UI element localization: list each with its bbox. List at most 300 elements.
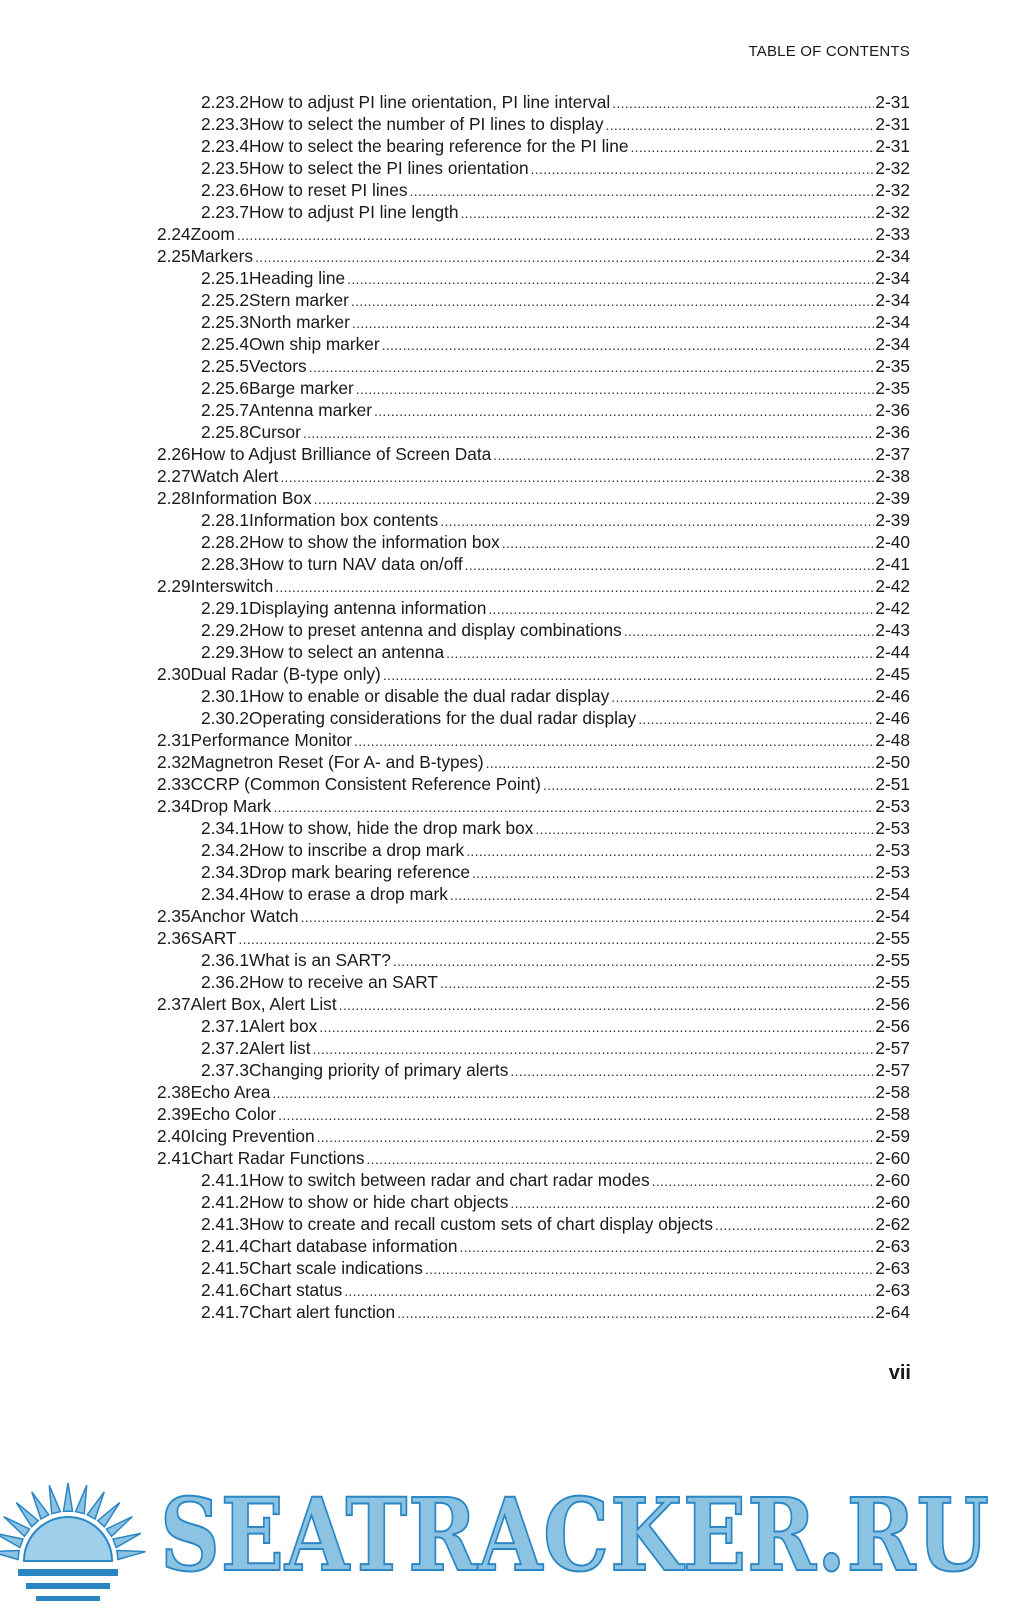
toc-entry-number: 2.30 — [157, 664, 191, 684]
toc-subsection-row[interactable] — [157, 509, 910, 531]
toc-section-row[interactable] — [157, 1081, 910, 1103]
sun-disc — [24, 1517, 112, 1561]
toc-entry-page: 2-34 — [875, 290, 910, 310]
toc-subsection-row[interactable] — [157, 1235, 910, 1257]
toc-entry-number: 2.41.1 — [201, 1170, 250, 1190]
toc-subsection-row[interactable] — [157, 707, 910, 729]
toc-section-row[interactable] — [157, 245, 910, 267]
toc-entry-number: 2.32 — [157, 752, 191, 772]
toc-dot-leader — [630, 136, 874, 158]
toc-entry-title: Magnetron Reset (For A- and B-types) — [190, 752, 484, 772]
toc-entry-number: 2.23.4 — [201, 136, 250, 156]
toc-entry-title: How to show the information box — [249, 532, 500, 552]
toc-entry-title: Own ship marker — [249, 334, 380, 354]
toc-section-row[interactable] — [157, 905, 910, 927]
toc-entry-page: 2-40 — [875, 532, 910, 552]
toc-subsection-row[interactable] — [157, 861, 910, 883]
toc-subsection-row[interactable] — [157, 113, 910, 135]
toc-entry-page: 2-55 — [875, 928, 910, 948]
toc-entry-number: 2.25.8 — [201, 422, 250, 442]
toc-entry-title: Heading line — [249, 268, 346, 288]
toc-dot-leader — [460, 1236, 875, 1258]
toc-entry-page: 2-56 — [875, 994, 910, 1014]
toc-entry-page: 2-53 — [875, 840, 910, 860]
toc-entry-page: 2-36 — [875, 422, 910, 442]
toc-entry-title: Information box contents — [249, 510, 439, 530]
sun-stripe-3 — [36, 1596, 100, 1601]
toc-subsection-row[interactable] — [157, 1169, 910, 1191]
toc-subsection-row[interactable] — [157, 949, 910, 971]
toc-entry-title: Performance Monitor — [190, 730, 352, 750]
toc-section-row[interactable] — [157, 1103, 910, 1125]
toc-subsection-row[interactable] — [157, 971, 910, 993]
toc-entry-number: 2.29.3 — [201, 642, 250, 662]
toc-entry-page: 2-31 — [875, 114, 910, 134]
toc-entry-title: How to Adjust Brilliance of Screen Data — [190, 444, 492, 464]
toc-entry-title: How to turn NAV data on/off — [249, 554, 463, 574]
toc-dot-leader — [440, 510, 874, 532]
toc-entry-number: 2.41.2 — [201, 1192, 250, 1212]
toc-subsection-row[interactable] — [157, 421, 910, 443]
running-header: TABLE OF CONTENTS — [748, 43, 910, 60]
sun-ray — [117, 1551, 145, 1560]
toc-dot-leader — [393, 950, 875, 972]
toc-section-row[interactable] — [157, 1147, 910, 1169]
toc-entry-title: Cursor — [249, 422, 301, 442]
sun-stripe-2 — [26, 1583, 110, 1589]
toc-subsection-row[interactable] — [157, 157, 910, 179]
toc-entry-number: 2.23.6 — [201, 180, 250, 200]
toc-section-row[interactable] — [157, 223, 910, 245]
toc-entry-title: How to show or hide chart objects — [249, 1192, 509, 1212]
table-of-contents — [157, 91, 910, 1323]
toc-section-row[interactable] — [157, 1125, 910, 1147]
toc-entry-number: 2.28.2 — [201, 532, 250, 552]
toc-entry-number: 2.23.2 — [201, 92, 250, 112]
toc-entry-number: 2.37 — [157, 994, 191, 1014]
toc-entry-number: 2.39 — [157, 1104, 191, 1124]
toc-entry-number: 2.36.1 — [201, 950, 250, 970]
toc-entry-page: 2-46 — [875, 686, 910, 706]
toc-entry-page: 2-34 — [875, 268, 910, 288]
toc-entry-title: Vectors — [249, 356, 307, 376]
toc-entry-title: How to select an antenna — [249, 642, 445, 662]
sun-ray — [106, 1517, 132, 1537]
toc-entry-number: 2.35 — [157, 906, 191, 926]
toc-entry-number: 2.41 — [157, 1148, 191, 1168]
sun-stripe-1 — [18, 1569, 118, 1576]
toc-entry-page: 2-53 — [875, 818, 910, 838]
toc-entry-number: 2.23.3 — [201, 114, 250, 134]
toc-dot-leader — [347, 268, 874, 290]
toc-dot-leader — [410, 180, 875, 202]
sun-ray — [0, 1533, 23, 1547]
toc-entry-number: 2.29 — [157, 576, 191, 596]
toc-dot-leader — [460, 202, 874, 224]
toc-entry-number: 2.41.3 — [201, 1214, 250, 1234]
toc-entry-number: 2.25 — [157, 246, 191, 266]
toc-entry-title: SART — [190, 928, 237, 948]
toc-entry-page: 2-60 — [875, 1170, 910, 1190]
toc-dot-leader — [486, 752, 875, 774]
toc-subsection-row[interactable] — [157, 91, 910, 113]
toc-entry-title: How to adjust PI line orientation, PI line interval — [249, 92, 611, 112]
toc-subsection-row[interactable] — [157, 201, 910, 223]
toc-section-row[interactable] — [157, 663, 910, 685]
toc-entry-number: 2.40 — [157, 1126, 191, 1146]
toc-entry-title: Alert list — [249, 1038, 311, 1058]
toc-dot-leader — [383, 664, 875, 686]
toc-entry-page: 2-46 — [875, 708, 910, 728]
toc-dot-leader — [466, 840, 874, 862]
toc-entry-title: Alert box — [249, 1016, 318, 1036]
toc-dot-leader — [356, 378, 875, 400]
toc-entry-number: 2.34.4 — [201, 884, 250, 904]
toc-subsection-row[interactable] — [157, 377, 910, 399]
toc-entry-title: How to preset antenna and display combinations — [249, 620, 622, 640]
toc-dot-leader — [535, 818, 874, 840]
toc-entry-title: CCRP (Common Consistent Reference Point) — [190, 774, 541, 794]
toc-entry-title: Icing Prevention — [190, 1126, 315, 1146]
toc-entry-number: 2.25.1 — [201, 268, 250, 288]
toc-subsection-row[interactable] — [157, 1015, 910, 1037]
toc-entry-page: 2-55 — [875, 972, 910, 992]
toc-entry-number: 2.25.4 — [201, 334, 250, 354]
toc-entry-page: 2-57 — [875, 1060, 910, 1080]
toc-entry-page: 2-32 — [875, 158, 910, 178]
toc-entry-title: Barge marker — [249, 378, 354, 398]
toc-subsection-row[interactable] — [157, 1301, 910, 1323]
toc-entry-number: 2.31 — [157, 730, 191, 750]
toc-subsection-row[interactable] — [157, 685, 910, 707]
toc-entry-title: Stern marker — [249, 290, 349, 310]
toc-entry-number: 2.25.3 — [201, 312, 250, 332]
toc-subsection-row[interactable] — [157, 553, 910, 575]
sun-ray — [16, 1503, 38, 1527]
toc-entry-title: What is an SART? — [249, 950, 391, 970]
toc-section-row[interactable] — [157, 487, 910, 509]
toc-subsection-row[interactable] — [157, 1213, 910, 1235]
toc-dot-leader — [238, 928, 874, 950]
toc-dot-leader — [351, 290, 874, 312]
toc-dot-leader — [344, 1280, 874, 1302]
toc-entry-number: 2.37.2 — [201, 1038, 250, 1058]
toc-subsection-row[interactable] — [157, 333, 910, 355]
toc-entry-page: 2-63 — [875, 1258, 910, 1278]
toc-entry-number: 2.37.3 — [201, 1060, 250, 1080]
toc-entry-page: 2-56 — [875, 1016, 910, 1036]
toc-dot-leader — [382, 334, 875, 356]
toc-section-row[interactable] — [157, 993, 910, 1015]
toc-entry-page: 2-34 — [875, 246, 910, 266]
toc-entry-page: 2-39 — [875, 510, 910, 530]
toc-dot-leader — [611, 686, 874, 708]
toc-entry-title: Chart status — [249, 1280, 343, 1300]
toc-entry-title: Displaying antenna information — [249, 598, 487, 618]
toc-entry-title: How to adjust PI line length — [249, 202, 459, 222]
toc-entry-number: 2.34.3 — [201, 862, 250, 882]
toc-subsection-row[interactable] — [157, 883, 910, 905]
toc-subsection-row[interactable] — [157, 1037, 910, 1059]
toc-entry-page: 2-32 — [875, 202, 910, 222]
toc-entry-page: 2-41 — [875, 554, 910, 574]
toc-entry-title: Changing priority of primary alerts — [249, 1060, 509, 1080]
toc-section-row[interactable] — [157, 465, 910, 487]
toc-entry-title: Alert Box, Alert List — [190, 994, 337, 1014]
toc-entry-page: 2-42 — [875, 576, 910, 596]
toc-section-row[interactable] — [157, 751, 910, 773]
toc-entry-title: Anchor Watch — [190, 906, 299, 926]
toc-section-row[interactable] — [157, 927, 910, 949]
toc-entry-title: North marker — [249, 312, 350, 332]
toc-entry-page: 2-53 — [875, 862, 910, 882]
toc-subsection-row[interactable] — [157, 817, 910, 839]
toc-entry-title: Zoom — [190, 224, 235, 244]
toc-dot-leader — [488, 598, 874, 620]
toc-subsection-row[interactable] — [157, 355, 910, 377]
toc-entry-title: Echo Area — [190, 1082, 271, 1102]
toc-entry-number: 2.41.4 — [201, 1236, 250, 1256]
toc-entry-title: Echo Color — [190, 1104, 277, 1124]
toc-entry-page: 2-39 — [875, 488, 910, 508]
toc-dot-leader — [374, 400, 874, 422]
toc-dot-leader — [280, 466, 874, 488]
toc-entry-page: 2-57 — [875, 1038, 910, 1058]
toc-subsection-row[interactable] — [157, 619, 910, 641]
toc-entry-number: 2.36.2 — [201, 972, 250, 992]
toc-dot-leader — [278, 1104, 874, 1126]
toc-entry-title: Watch Alert — [190, 466, 279, 486]
toc-entry-page: 2-31 — [875, 92, 910, 112]
toc-dot-leader — [606, 114, 875, 136]
toc-subsection-row[interactable] — [157, 597, 910, 619]
toc-entry-title: How to select the bearing reference for the PI line — [249, 136, 629, 156]
toc-dot-leader — [450, 884, 875, 906]
toc-dot-leader — [715, 1214, 874, 1236]
toc-dot-leader — [301, 906, 875, 928]
toc-entry-number: 2.28.1 — [201, 510, 250, 530]
sun-ray — [0, 1551, 19, 1560]
toc-entry-page: 2-53 — [875, 796, 910, 816]
toc-entry-title: Drop mark bearing reference — [249, 862, 470, 882]
toc-subsection-row[interactable] — [157, 399, 910, 421]
toc-entry-page: 2-45 — [875, 664, 910, 684]
toc-entry-page: 2-44 — [875, 642, 910, 662]
toc-entry-page: 2-59 — [875, 1126, 910, 1146]
toc-dot-leader — [543, 774, 875, 796]
toc-entry-title: How to create and recall custom sets of chart display objects — [249, 1214, 713, 1234]
toc-entry-page: 2-35 — [875, 378, 910, 398]
toc-entry-number: 2.26 — [157, 444, 191, 464]
toc-dot-leader — [446, 642, 874, 664]
toc-entry-number: 2.36 — [157, 928, 191, 948]
sun-ray — [32, 1492, 49, 1519]
toc-section-row[interactable] — [157, 443, 910, 465]
toc-entry-number: 2.29.2 — [201, 620, 250, 640]
toc-entry-page: 2-63 — [875, 1280, 910, 1300]
toc-entry-page: 2-62 — [875, 1214, 910, 1234]
toc-entry-title: Interswitch — [190, 576, 274, 596]
toc-dot-leader — [273, 796, 874, 818]
toc-entry-title: How to inscribe a drop mark — [249, 840, 465, 860]
toc-entry-number: 2.41.6 — [201, 1280, 250, 1300]
toc-entry-page: 2-33 — [875, 224, 910, 244]
toc-entry-title: How to reset PI lines — [249, 180, 408, 200]
toc-subsection-row[interactable] — [157, 1191, 910, 1213]
toc-subsection-row[interactable] — [157, 267, 910, 289]
toc-section-row[interactable] — [157, 773, 910, 795]
toc-entry-title: Antenna marker — [249, 400, 372, 420]
toc-dot-leader — [275, 576, 874, 598]
toc-entry-page: 2-50 — [875, 752, 910, 772]
toc-entry-page: 2-34 — [875, 334, 910, 354]
toc-entry-title: Markers — [190, 246, 254, 266]
toc-entry-page: 2-60 — [875, 1192, 910, 1212]
toc-entry-page: 2-54 — [875, 884, 910, 904]
toc-entry-page: 2-54 — [875, 906, 910, 926]
toc-entry-title: Chart alert function — [249, 1302, 396, 1322]
toc-entry-number: 2.41.5 — [201, 1258, 250, 1278]
toc-dot-leader — [313, 1038, 875, 1060]
toc-dot-leader — [612, 92, 874, 114]
sun-ray — [87, 1492, 104, 1519]
watermark-text: SEATRACKER.RU — [160, 1476, 990, 1594]
toc-dot-leader — [367, 1148, 875, 1170]
toc-dot-leader — [339, 994, 875, 1016]
toc-dot-leader — [319, 1016, 874, 1038]
toc-entry-number: 2.30.1 — [201, 686, 250, 706]
toc-subsection-row[interactable] — [157, 179, 910, 201]
toc-entry-number: 2.25.2 — [201, 290, 250, 310]
toc-dot-leader — [303, 422, 875, 444]
toc-entry-title: Information Box — [190, 488, 312, 508]
toc-entry-page: 2-37 — [875, 444, 910, 464]
toc-entry-number: 2.23.7 — [201, 202, 250, 222]
toc-subsection-row[interactable] — [157, 839, 910, 861]
toc-entry-title: How to show, hide the drop mark box — [249, 818, 534, 838]
toc-entry-page: 2-63 — [875, 1236, 910, 1256]
toc-entry-page: 2-58 — [875, 1104, 910, 1124]
toc-subsection-row[interactable] — [157, 135, 910, 157]
toc-dot-leader — [652, 1170, 875, 1192]
toc-dot-leader — [425, 1258, 875, 1280]
toc-entry-title: Operating considerations for the dual radar display — [249, 708, 637, 728]
toc-dot-leader — [309, 356, 875, 378]
toc-entry-title: Chart scale indications — [249, 1258, 423, 1278]
toc-subsection-row[interactable] — [157, 1257, 910, 1279]
toc-entry-page: 2-60 — [875, 1148, 910, 1168]
toc-entry-number: 2.25.6 — [201, 378, 250, 398]
toc-entry-title: How to erase a drop mark — [249, 884, 448, 904]
toc-section-row[interactable] — [157, 729, 910, 751]
toc-entry-title: Dual Radar (B-type only) — [190, 664, 381, 684]
toc-dot-leader — [272, 1082, 874, 1104]
toc-entry-title: Chart Radar Functions — [190, 1148, 365, 1168]
toc-dot-leader — [493, 444, 874, 466]
sun-ray — [4, 1517, 30, 1537]
toc-dot-leader — [397, 1302, 874, 1324]
toc-dot-leader — [440, 972, 874, 994]
toc-subsection-row[interactable] — [157, 289, 910, 311]
toc-entry-number: 2.41.7 — [201, 1302, 250, 1322]
toc-entry-page: 2-32 — [875, 180, 910, 200]
toc-entry-page: 2-36 — [875, 400, 910, 420]
page-number: vii — [888, 1362, 911, 1384]
toc-dot-leader — [317, 1126, 875, 1148]
toc-subsection-row[interactable] — [157, 1279, 910, 1301]
toc-subsection-row[interactable] — [157, 531, 910, 553]
toc-entry-number: 2.27 — [157, 466, 191, 486]
sun-ray — [113, 1533, 141, 1547]
toc-dot-leader — [510, 1192, 874, 1214]
toc-entry-title: How to select the number of PI lines to display — [249, 114, 604, 134]
toc-entry-title: How to enable or disable the dual radar display — [249, 686, 610, 706]
toc-dot-leader — [472, 862, 874, 884]
toc-entry-page: 2-55 — [875, 950, 910, 970]
toc-dot-leader — [510, 1060, 874, 1082]
toc-entry-number: 2.29.1 — [201, 598, 250, 618]
toc-dot-leader — [354, 730, 874, 752]
toc-entry-page: 2-31 — [875, 136, 910, 156]
toc-entry-title: How to receive an SART — [249, 972, 438, 992]
toc-dot-leader — [531, 158, 875, 180]
toc-entry-title: How to select the PI lines orientation — [249, 158, 529, 178]
toc-entry-title: How to switch between radar and chart radar modes — [249, 1170, 650, 1190]
toc-entry-title: Chart database information — [249, 1236, 458, 1256]
toc-section-row[interactable] — [157, 575, 910, 597]
toc-entry-number: 2.34.2 — [201, 840, 250, 860]
toc-dot-leader — [255, 246, 874, 268]
toc-entry-number: 2.37.1 — [201, 1016, 250, 1036]
toc-entry-page: 2-35 — [875, 356, 910, 376]
toc-entry-page: 2-64 — [875, 1302, 910, 1322]
toc-subsection-row[interactable] — [157, 311, 910, 333]
toc-dot-leader — [502, 532, 875, 554]
toc-entry-number: 2.24 — [157, 224, 191, 244]
toc-entry-number: 2.25.7 — [201, 400, 250, 420]
toc-entry-title: Drop Mark — [190, 796, 272, 816]
toc-entry-number: 2.28 — [157, 488, 191, 508]
toc-entry-page: 2-34 — [875, 312, 910, 332]
toc-entry-number: 2.38 — [157, 1082, 191, 1102]
toc-dot-leader — [237, 224, 875, 246]
sun-ray — [49, 1485, 60, 1513]
toc-entry-page: 2-42 — [875, 598, 910, 618]
toc-dot-leader — [624, 620, 875, 642]
toc-entry-page: 2-38 — [875, 466, 910, 486]
toc-entry-page: 2-43 — [875, 620, 910, 640]
toc-entry-page: 2-48 — [875, 730, 910, 750]
sun-ray — [98, 1503, 120, 1527]
toc-subsection-row[interactable] — [157, 1059, 910, 1081]
toc-entry-page: 2-51 — [875, 774, 910, 794]
toc-entry-number: 2.34.1 — [201, 818, 250, 838]
sun-ray — [64, 1483, 73, 1511]
toc-entry-number: 2.25.5 — [201, 356, 250, 376]
toc-entry-number: 2.30.2 — [201, 708, 250, 728]
toc-entry-number: 2.34 — [157, 796, 191, 816]
sun-ray — [76, 1485, 87, 1513]
toc-entry-number: 2.33 — [157, 774, 191, 794]
toc-dot-leader — [638, 708, 874, 730]
toc-subsection-row[interactable] — [157, 641, 910, 663]
toc-dot-leader — [352, 312, 875, 334]
toc-entry-page: 2-58 — [875, 1082, 910, 1102]
toc-dot-leader — [465, 554, 875, 576]
toc-entry-number: 2.28.3 — [201, 554, 250, 574]
toc-section-row[interactable] — [157, 795, 910, 817]
toc-entry-number: 2.23.5 — [201, 158, 250, 178]
